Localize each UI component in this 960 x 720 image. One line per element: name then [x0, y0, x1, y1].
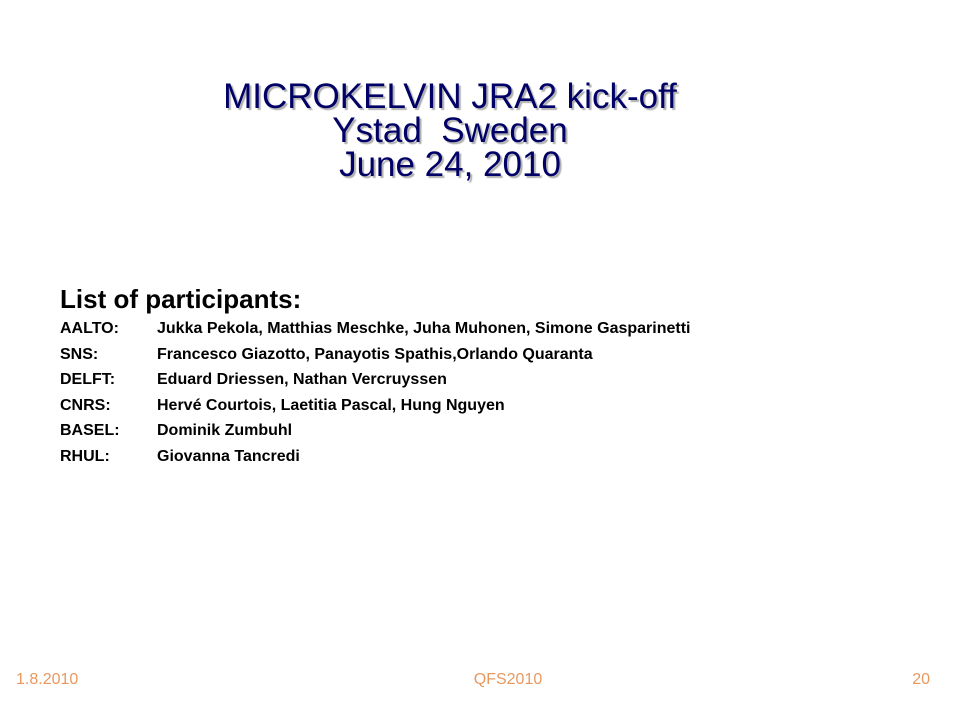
institution-label: AALTO: — [60, 320, 119, 337]
participant-row — [60, 367, 940, 393]
participant-row — [60, 393, 940, 419]
participants-list — [60, 282, 940, 469]
institution-label: SNS: — [60, 345, 99, 363]
slide-title — [0, 77, 900, 184]
title-line-2: Ystad Sweden — [332, 111, 568, 150]
institution-label: DELFT: — [60, 371, 116, 388]
footer-page-number: 20 — [912, 671, 930, 688]
institution-label: CNRS: — [60, 396, 111, 414]
participant-names: Eduard Driessen, Nathan Vercruyssen — [157, 371, 447, 388]
institution-label: RHUL: — [60, 447, 110, 465]
participant-names: Hervé Courtois, Laetitia Pascal, Hung Nguyen — [157, 396, 505, 414]
participant-row — [60, 316, 940, 342]
participant-row — [60, 418, 940, 444]
participant-names: Dominik Zumbuhl — [157, 422, 293, 439]
participant-names: Giovanna Tancredi — [157, 447, 300, 465]
footer-date: 1.8.2010 — [16, 671, 79, 688]
participant-names: Jukka Pekola, Matthias Meschke, Juha Muhonen, Simone Gasparinetti — [157, 320, 691, 337]
title-line-1: MICROKELVIN JRA2 kick-off — [223, 77, 677, 116]
institution-label: BASEL: — [60, 422, 120, 439]
participants-heading: List of participants: — [60, 284, 302, 314]
title-line-3: June 24, 2010 — [339, 145, 561, 184]
participant-names: Francesco Giazotto, Panayotis Spathis,Orlando Quaranta — [157, 345, 593, 363]
footer-conference: QFS2010 — [473, 671, 543, 688]
participant-row — [60, 342, 940, 368]
participant-row — [60, 444, 940, 470]
